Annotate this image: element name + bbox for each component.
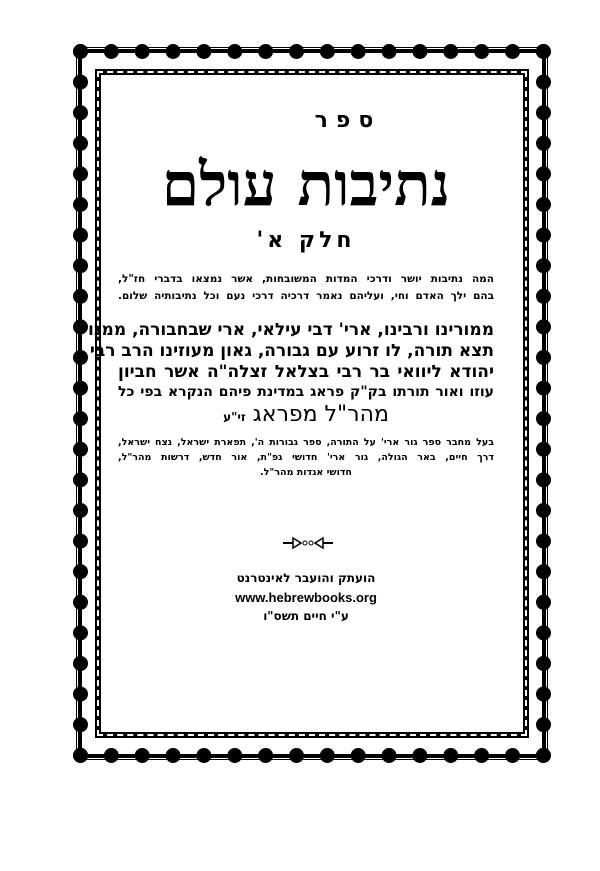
works-line: דרך חיים, באר הגולה, גור ארי' חדושי גפ"ת, אור חדש, דרשות מהר"ל, <box>118 452 494 463</box>
author-line: יהודא ליוואי בר רבי בצלאל זצלה"ה אשר חביון <box>118 362 494 382</box>
part-label: חלק א' <box>256 228 356 253</box>
intro-line: בהם ילך האדם וחי, ועליהם נאמר דרכיה דרכי נעם וכל נתיבותיה שלום. <box>118 290 494 302</box>
author-name-line <box>118 402 494 427</box>
author-name: מהר"ל מפראג <box>252 402 389 427</box>
book-label: ספר <box>314 108 382 133</box>
author-line: עוזו ואור תורתו בק"ק פראג במדינת פיהם הנקרא בפי כל <box>118 384 494 400</box>
ornament-divider-icon <box>283 536 333 550</box>
author-suffix: זי"ע <box>223 410 246 424</box>
book-title: נתיבות עולם <box>161 150 451 220</box>
works-line: חדושי אגדות מהר"ל. <box>260 467 352 478</box>
author-line: תצא תורה, לו זרוע עם גבורה, גאון מעוזינו הרב רבי <box>89 341 494 361</box>
publisher-line: ע"י חיים תשס"ו <box>263 609 349 623</box>
intro-line: המה נתיבות יושר ודרכי המדות המשובחות, אשר נמצאו בדברי חז"ל, <box>118 273 494 285</box>
publisher-line: הועתק והועבר לאינטרנט <box>236 571 376 585</box>
website-link[interactable]: www.hebrewbooks.org <box>235 590 377 605</box>
author-line: ממורינו ורבינו, ארי' דבי עילאי, ארי שבחבורה, ממנו <box>88 320 494 340</box>
works-line: בעל מחבר ספר גור ארי' על התורה, ספר גבורות ה', תפארת ישראל, נצח ישראל, <box>118 437 494 448</box>
